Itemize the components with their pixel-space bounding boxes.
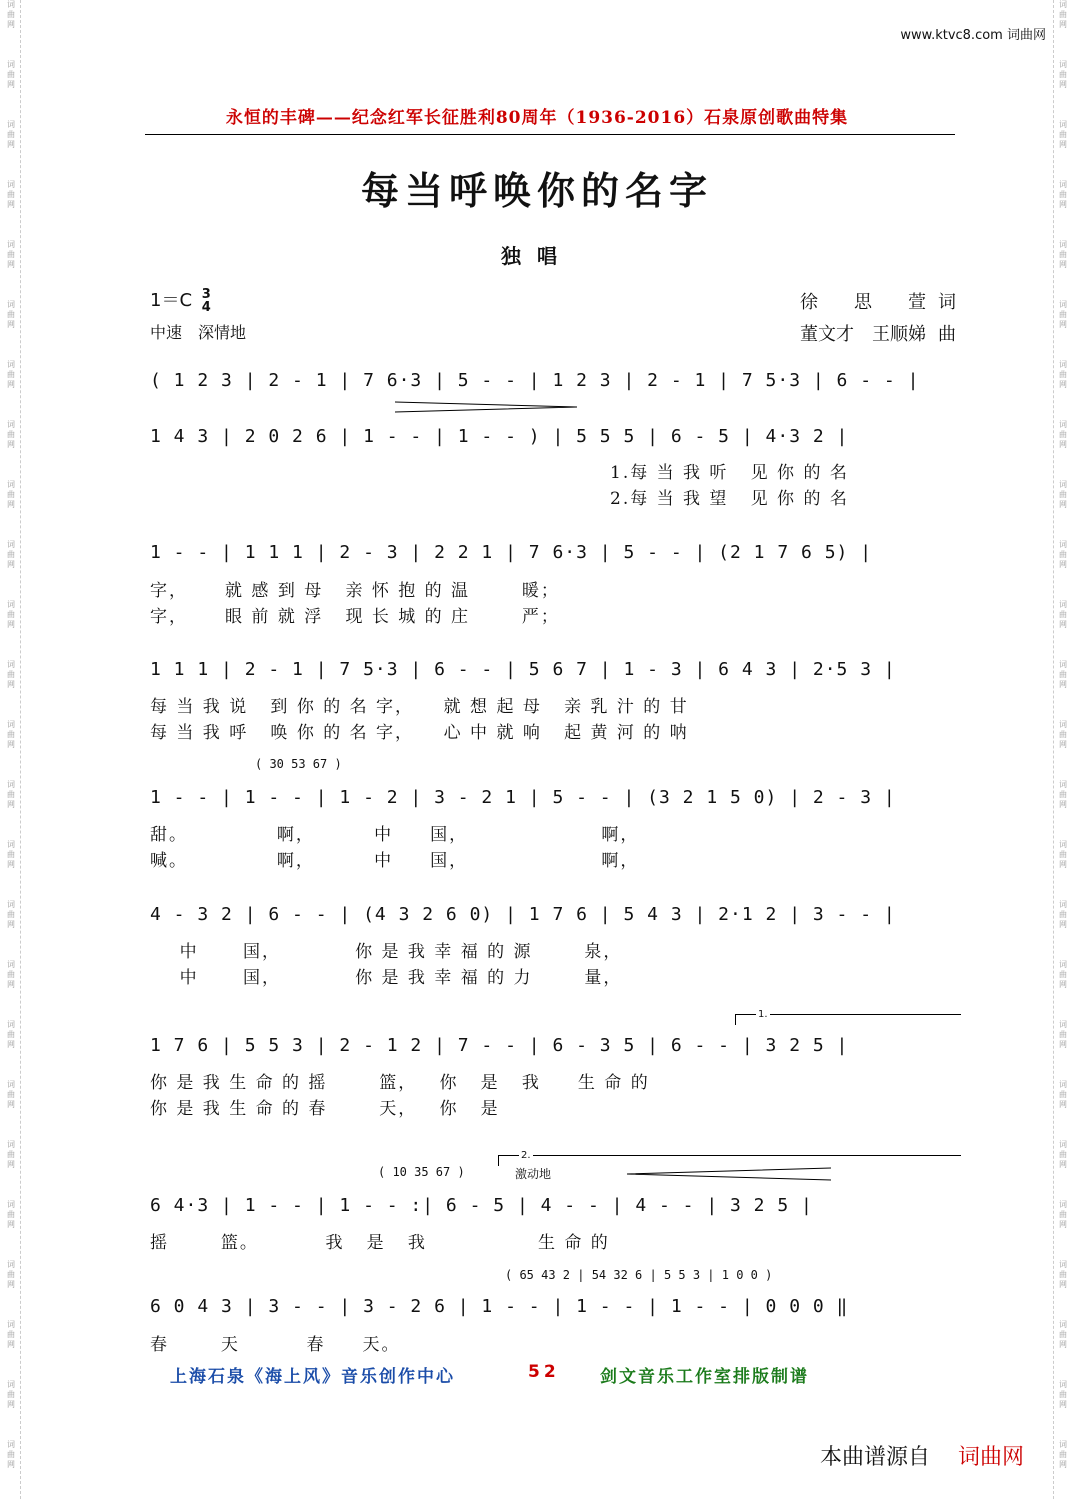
- decrescendo-mark: [395, 400, 580, 414]
- watermark-text: 词 曲 网: [7, 420, 15, 449]
- watermark-text: 词 曲 网: [1059, 660, 1067, 689]
- right-watermark-strip: [1053, 0, 1072, 1499]
- lyrics-4-verse2: 每 当 我 呼 唤 你 的 名 字， 心 中 就 响 起 黄 河 的 呐: [150, 723, 689, 743]
- watermark-text: 词 曲 网: [7, 300, 15, 329]
- watermark-text: 词 曲 网: [1059, 960, 1067, 989]
- time-den: 4: [201, 300, 211, 315]
- score-line-2: 1 4 3 | 2 0 2 6 | 1 - - | 1 - - ) | 5 5 5 | 6 - 5 | 4·3 2 |: [150, 426, 849, 447]
- lyrics-7-verse1: 你 是 我 生 命 的 摇 篮， 你 是 我 生 命 的: [150, 1073, 650, 1093]
- key-signature: [150, 286, 211, 314]
- watermark-text: 词 曲 网: [7, 480, 15, 509]
- watermark-text: 词 曲 网: [1059, 840, 1067, 869]
- watermark-text: 词 曲 网: [7, 780, 15, 809]
- watermark-text: 词 曲 网: [7, 900, 15, 929]
- footer-publisher: 上海石泉《海上风》音乐创作中心: [170, 1367, 455, 1387]
- score-line-8: 6 4·3 | 1 - - | 1 - - :| 6 - 5 | 4 - - | 4 - - | 3 2 5 |: [150, 1195, 813, 1216]
- watermark-text: 词 曲 网: [7, 1080, 15, 1109]
- time-signature: [202, 288, 211, 314]
- first-ending-label: 1.: [758, 1009, 768, 1020]
- watermark-text: 词 曲 网: [7, 1020, 15, 1049]
- song-subtitle: 独唱: [501, 244, 573, 268]
- watermark-text: 词 曲 网: [1059, 780, 1067, 809]
- site-header[interactable]: [900, 24, 1046, 43]
- crescendo-mark: [625, 1166, 835, 1182]
- watermark-text: 词 曲 网: [7, 1140, 15, 1169]
- lyrics-2-verse1: 1.每 当 我 听 见 你 的 名: [610, 463, 849, 483]
- lyrics-2-verse2: 2.每 当 我 望 见 你 的 名: [610, 489, 849, 509]
- watermark-text: 词 曲 网: [1059, 720, 1067, 749]
- site-url[interactable]: www.ktvc8.com: [900, 28, 1003, 43]
- score-line-7: 1 7 6 | 5 5 3 | 2 - 1 2 | 7 - - | 6 - 3 5 | 6 - - | 3 2 5 |: [150, 1035, 849, 1056]
- watermark-text: 词 曲 网: [7, 600, 15, 629]
- lyrics-3-verse2: 字， 眼 前 就 浮 现 长 城 的 庄 严；: [150, 607, 560, 627]
- footer-typesetter: 剑文音乐工作室排版制谱: [600, 1367, 809, 1387]
- key-label: 1＝C: [150, 290, 193, 311]
- watermark-text: 词 曲 网: [1059, 480, 1067, 509]
- watermark-text: 词 曲 网: [1059, 540, 1067, 569]
- score-line-1: ( 1 2 3 | 2 - 1 | 7 6·3 | 5 - - | 1 2 3 | 2 - 1 | 7 5·3 | 6 - - |: [150, 370, 920, 391]
- second-ending-bracket: [498, 1150, 961, 1166]
- page-number: 52: [528, 1362, 560, 1382]
- watermark-text: 词 曲 网: [1059, 60, 1067, 89]
- lyrics-5-verse1: 甜。 啊， 中 国， 啊，: [150, 825, 640, 845]
- watermark-text: 词 曲 网: [7, 180, 15, 209]
- watermark-text: 词 曲 网: [1059, 1020, 1067, 1049]
- watermark-text: 词 曲 网: [1059, 0, 1067, 29]
- watermark-text: 词 曲 网: [1059, 900, 1067, 929]
- source-prefix: 本曲谱源自: [820, 1445, 931, 1470]
- time-num: 3: [201, 287, 211, 302]
- watermark-text: 词 曲 网: [7, 1260, 15, 1289]
- watermark-text: 词 曲 网: [1059, 180, 1067, 209]
- collection-banner: 永恒的丰碑——纪念红军长征胜利80周年（1936-2016）石泉原创歌曲特集: [225, 108, 849, 128]
- lyrics-3-verse1: 字， 就 感 到 母 亲 怀 抱 的 温 暖；: [150, 581, 560, 601]
- lyricist-role: 词: [938, 292, 956, 313]
- watermark-text: 词 曲 网: [1059, 1320, 1067, 1349]
- watermark-text: 词 曲 网: [1059, 360, 1067, 389]
- first-ending-bracket: [735, 1009, 961, 1025]
- line-9-cue-notes: ( 65 43 2 | 54 32 6 | 5 5 3 | 1 0 0 ): [505, 1268, 773, 1282]
- lyrics-8-verse1: 摇 篮。 我 是 我 生 命 的: [150, 1233, 610, 1253]
- score-line-4: 1 1 1 | 2 - 1 | 7 5·3 | 6 - - | 5 6 7 | 1 - 3 | 6 4 3 | 2·5 3 |: [150, 659, 896, 680]
- lyrics-5-verse2: 喊。 啊， 中 国， 啊，: [150, 851, 640, 871]
- lyrics-9-verse1: 春 天 春 天。: [150, 1335, 401, 1355]
- watermark-text: 词 曲 网: [1059, 600, 1067, 629]
- watermark-text: 词 曲 网: [7, 540, 15, 569]
- line-5-cue-notes: ( 30 53 67 ): [255, 757, 342, 771]
- score-line-9: 6 0 4 3 | 3 - - | 3 - 2 6 | 1 - - | 1 - - | 1 - - | 0 0 0 ‖: [150, 1296, 849, 1317]
- left-watermark-strip: [2, 0, 21, 1499]
- watermark-text: 词 曲 网: [7, 840, 15, 869]
- score-line-5: 1 - - | 1 - - | 1 - 2 | 3 - 2 1 | 5 - - | (3 2 1 5 0) | 2 - 3 |: [150, 787, 896, 808]
- tempo-marking: 中速 深情地: [150, 323, 247, 342]
- watermark-text: 词 曲 网: [7, 360, 15, 389]
- lyricist: 徐 思 萱: [800, 292, 926, 313]
- watermark-text: 词 曲 网: [7, 1320, 15, 1349]
- watermark-text: 词 曲 网: [1059, 1380, 1067, 1409]
- watermark-text: 词 曲 网: [7, 240, 15, 269]
- watermark-text: 词 曲 网: [7, 0, 15, 29]
- watermark-text: 词 曲 网: [1059, 300, 1067, 329]
- lyrics-6-verse1: 中 国， 你 是 我 幸 福 的 源 泉，: [150, 942, 623, 962]
- watermark-text: 词 曲 网: [7, 60, 15, 89]
- watermark-text: 词 曲 网: [1059, 420, 1067, 449]
- song-title: 每当呼唤你的名字: [360, 168, 713, 213]
- watermark-text: 词 曲 网: [7, 720, 15, 749]
- source-brand-link[interactable]: 词曲网: [958, 1445, 1025, 1470]
- watermark-text: 词 曲 网: [1059, 1080, 1067, 1109]
- site-name[interactable]: 词曲网: [1006, 28, 1046, 43]
- second-ending-label: 2.: [521, 1150, 531, 1161]
- lyrics-4-verse1: 每 当 我 说 到 你 的 名 字， 就 想 起 母 亲 乳 汁 的 甘: [150, 697, 689, 717]
- header-rule: [145, 134, 955, 135]
- expression-marking: 激动地: [515, 1167, 552, 1181]
- watermark-text: 词 曲 网: [1059, 1440, 1067, 1469]
- watermark-text: 词 曲 网: [7, 120, 15, 149]
- line-8-cue-notes: ( 10 35 67 ): [378, 1165, 465, 1179]
- watermark-text: 词 曲 网: [1059, 120, 1067, 149]
- score-line-3: 1 - - | 1 1 1 | 2 - 3 | 2 2 1 | 7 6·3 | 5 - - | (2 1 7 6 5) |: [150, 542, 873, 563]
- watermark-text: 词 曲 网: [7, 1200, 15, 1229]
- watermark-text: 词 曲 网: [7, 960, 15, 989]
- composer-role: 曲: [938, 324, 956, 345]
- watermark-text: 词 曲 网: [1059, 1260, 1067, 1289]
- score-line-6: 4 - 3 2 | 6 - - | (4 3 2 6 0) | 1 7 6 | 5 4 3 | 2·1 2 | 3 - - |: [150, 904, 896, 925]
- watermark-text: 词 曲 网: [7, 1440, 15, 1469]
- watermark-text: 词 曲 网: [1059, 1140, 1067, 1169]
- watermark-text: 词 曲 网: [7, 1380, 15, 1409]
- lyrics-7-verse2: 你 是 我 生 命 的 春 天， 你 是: [150, 1099, 500, 1119]
- lyrics-6-verse2: 中 国， 你 是 我 幸 福 的 力 量，: [150, 968, 623, 988]
- watermark-text: 词 曲 网: [1059, 1200, 1067, 1229]
- watermark-text: 词 曲 网: [7, 660, 15, 689]
- composer: 董文才 王顺娣: [800, 324, 926, 345]
- watermark-text: 词 曲 网: [1059, 240, 1067, 269]
